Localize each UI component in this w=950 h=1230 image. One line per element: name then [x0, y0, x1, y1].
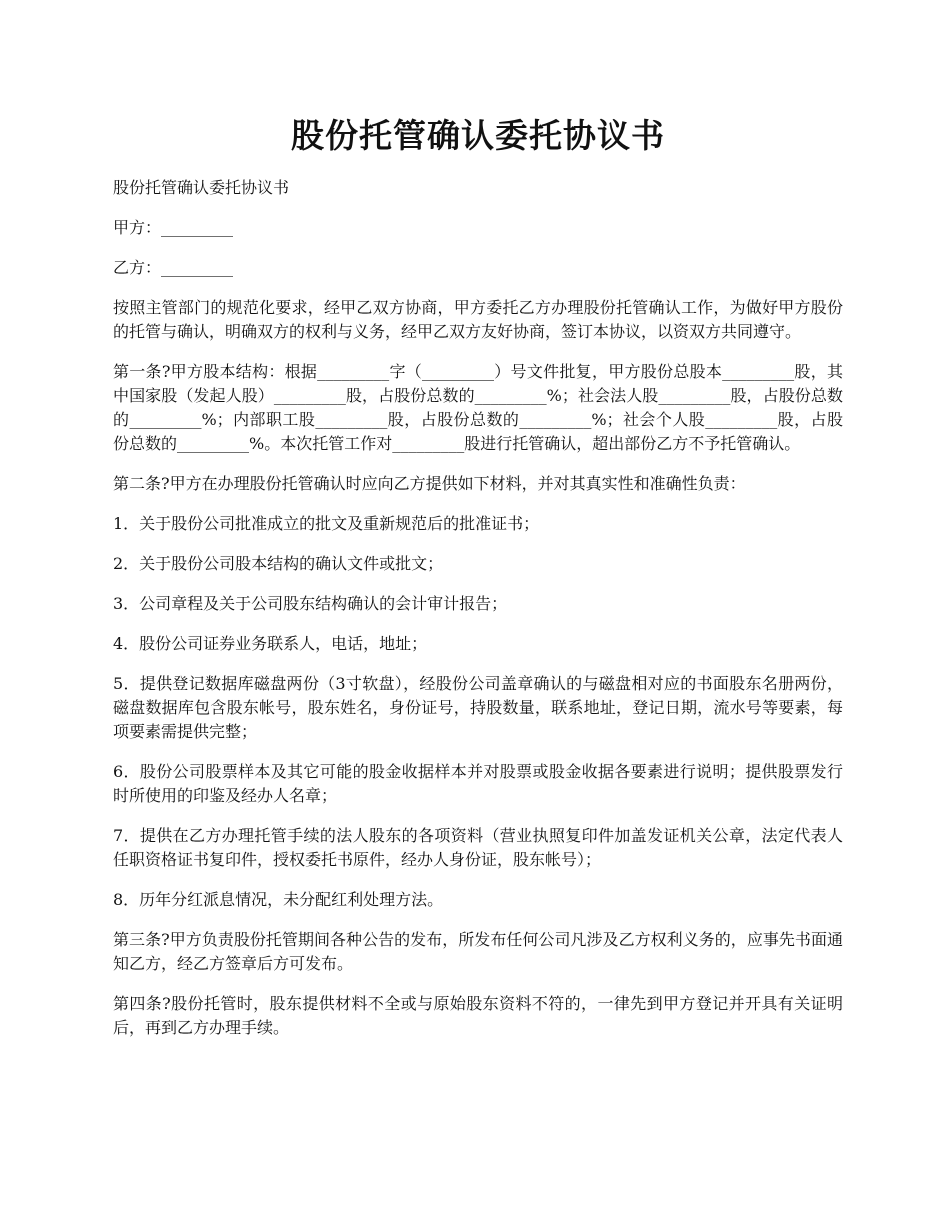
document-title: 股份托管确认委托协议书 — [291, 116, 665, 155]
list-item-8: 8．历年分红派息情况，未分配红利处理方法。 — [113, 890, 444, 909]
article-2-paragraph: 第二条?甲方在办理股份托管确认时应向乙方提供如下材料，并对其真实性和准确性负责： — [113, 474, 746, 493]
list-item-5: 5．提供登记数据库磁盘两份（3寸软盘），经股份公司盖章确认的与磁盘相对应的书面股东名册两份，磁盘数据库包含股东帐号，股东姓名，身份证号，持股数量，联系地址，登记日期，流水号等要素，每项要素需提供完整； — [113, 674, 843, 741]
article-1-paragraph: 第一条?甲方股本结构：根据_________字（_________）号文件批复，甲方股份总股本_________股，其中国家股（发起人股）_________股，占股份总数的_________%；社会法人股_________股，占股份总数的_________%；内部职工股_________股，占股份总数的_________%；社会个人股_________股，占股份总数的_________%。本次托管工作对_________股进行托管确认，超出部份乙方不予托管确认。 — [113, 362, 843, 453]
list-item-6: 6．股份公司股票样本及其它可能的股金收据样本并对股票或股金收据各要素进行说明；提供股票发行时所使用的印鉴及经办人名章； — [113, 762, 843, 805]
list-item-4: 4．股份公司证券业务联系人，电话，地址； — [113, 634, 428, 653]
list-item-1: 1．关于股份公司批准成立的批文及重新规范后的批准证书； — [113, 514, 540, 533]
list-item-2: 2．关于股份公司股本结构的确认文件或批文； — [113, 554, 444, 573]
preamble-paragraph: 按照主管部门的规范化要求，经甲乙双方协商，甲方委托乙方办理股份托管确认工作，为做好甲方股份的托管与确认，明确双方的权利与义务，经甲乙双方友好协商，签订本协议，以资双方共同遵守。 — [113, 298, 843, 341]
list-item-7: 7．提供在乙方办理托管手续的法人股东的各项资料（营业执照复印件加盖发证机关公章，法定代表人任职资格证书复印件，授权委托书原件，经办人身份证，股东帐号）； — [113, 826, 843, 869]
list-item-3: 3．公司章程及关于公司股东结构确认的会计审计报告； — [113, 594, 508, 613]
article-3-paragraph: 第三条?甲方负责股份托管期间各种公告的发布，所发布任何公司凡涉及乙方权利义务的，应事先书面通知乙方，经乙方签章后方可发布。 — [113, 930, 843, 973]
article-4-paragraph: 第四条?股份托管时，股东提供材料不全或与原始股东资料不符的，一律先到甲方登记并开具有关证明后，再到乙方办理手续。 — [113, 994, 843, 1037]
party-a-line: 甲方：_________ — [113, 218, 234, 237]
party-b-line: 乙方：_________ — [113, 258, 234, 277]
document-subtitle: 股份托管确认委托协议书 — [113, 178, 290, 197]
document-body — [113, 176, 843, 1056]
